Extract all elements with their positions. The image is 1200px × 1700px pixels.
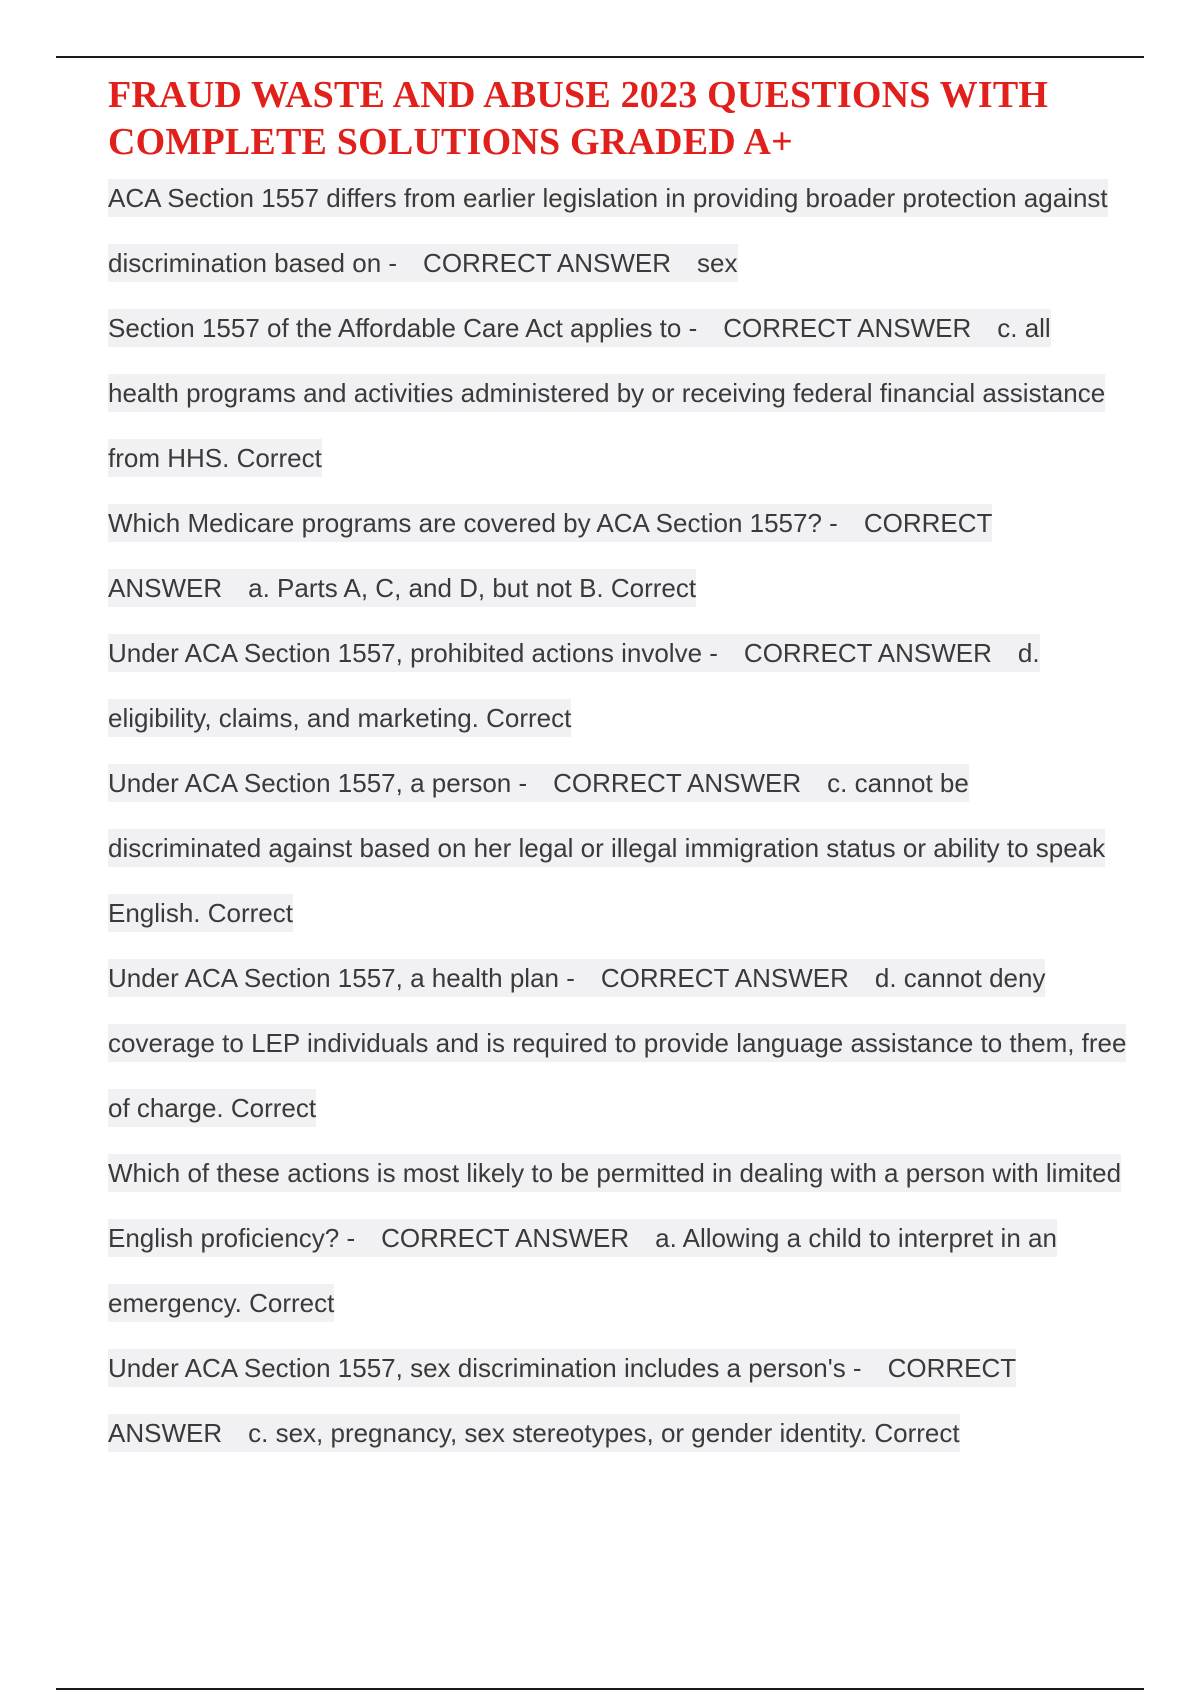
- qa-item: [108, 751, 1128, 946]
- answer-text: c. cannot be discriminated against based on her legal or illegal immigration status or ability to speak English. Correct: [108, 768, 1106, 928]
- answer-text: c. all health programs and activities administered by or receiving federal financial assistance from HHS. Correct: [108, 313, 1106, 473]
- qa-item: [108, 621, 1128, 751]
- answer-marker: CORRECT ANSWER: [108, 1353, 1016, 1448]
- qa-item: [108, 296, 1128, 491]
- qa-item: [108, 946, 1128, 1141]
- qa-item: [108, 1141, 1128, 1336]
- answer-marker: CORRECT ANSWER: [600, 963, 849, 993]
- question-text: Under ACA Section 1557, a health plan -: [108, 963, 575, 993]
- answer-text: a. Allowing a child to interpret in an emergency. Correct: [108, 1223, 1057, 1318]
- qa-item: [108, 491, 1128, 621]
- answer-text: d. eligibility, claims, and marketing. Correct: [108, 638, 1040, 733]
- answer-text: a. Parts A, C, and D, but not B. Correct: [248, 573, 697, 603]
- answer-marker: CORRECT ANSWER: [381, 1223, 630, 1253]
- question-text: Which Medicare programs are covered by ACA Section 1557? -: [108, 508, 838, 538]
- qa-item: [108, 166, 1128, 296]
- question-text: Under ACA Section 1557, a person -: [108, 768, 528, 798]
- question-text: Under ACA Section 1557, sex discrimination includes a person's -: [108, 1353, 862, 1383]
- answer-text: c. sex, pregnancy, sex stereotypes, or gender identity. Correct: [248, 1418, 960, 1448]
- answer-marker: CORRECT ANSWER: [723, 313, 972, 343]
- answer-marker: CORRECT ANSWER: [743, 638, 992, 668]
- qa-list: [108, 166, 1128, 1466]
- answer-text: sex: [697, 248, 738, 278]
- qa-item: [108, 1336, 1128, 1466]
- bottom-rule: [56, 1688, 1144, 1690]
- answer-text: d. cannot deny coverage to LEP individuals and is required to provide language assistance to them, free of charge. Correct: [108, 963, 1127, 1123]
- question-text: Under ACA Section 1557, prohibited actions involve -: [108, 638, 718, 668]
- question-text: ACA Section 1557 differs from earlier legislation in providing broader protection against discrimination based on -: [108, 183, 1108, 278]
- document-body: [108, 72, 1128, 1466]
- top-rule: [56, 56, 1144, 58]
- document-title: FRAUD WASTE AND ABUSE 2023 QUESTIONS WITH COMPLETE SOLUTIONS GRADED A+: [108, 74, 1049, 163]
- answer-marker: CORRECT ANSWER: [108, 508, 992, 603]
- question-text: Which of these actions is most likely to be permitted in dealing with a person with limited English proficiency? -: [108, 1158, 1122, 1253]
- answer-marker: CORRECT ANSWER: [553, 768, 802, 798]
- question-text: Section 1557 of the Affordable Care Act applies to -: [108, 313, 698, 343]
- answer-marker: CORRECT ANSWER: [423, 248, 672, 278]
